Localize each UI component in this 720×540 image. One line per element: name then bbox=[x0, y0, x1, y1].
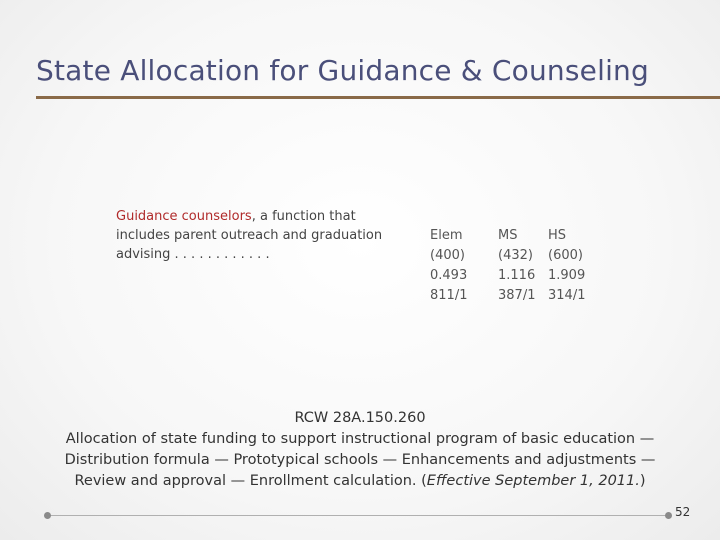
description-text bbox=[116, 207, 406, 264]
rcw-citation bbox=[0, 408, 720, 492]
column-enrollment: (600) bbox=[548, 248, 583, 263]
footer-left-dot bbox=[44, 512, 51, 519]
column-header: HS bbox=[548, 228, 567, 243]
slide-title: State Allocation for Guidance & Counseling bbox=[36, 54, 649, 87]
rcw-line-3-close: ) bbox=[639, 473, 646, 489]
column-allocation: 1.909 bbox=[548, 268, 586, 283]
column-ratio: 811/1 bbox=[430, 288, 468, 303]
rcw-effective-date: Effective September 1, 2011. bbox=[426, 473, 640, 489]
column-ratio: 314/1 bbox=[548, 288, 586, 303]
rcw-line-3 bbox=[0, 471, 720, 492]
rcw-line-3-text: Review and approval — Enrollment calculation. ( bbox=[74, 473, 427, 489]
page-number: 52 bbox=[675, 505, 691, 519]
rcw-line-1: Allocation of state funding to support instructional program of basic education — bbox=[65, 431, 655, 447]
rcw-code: RCW 28A.150.260 bbox=[294, 410, 426, 426]
column-header: Elem bbox=[430, 228, 463, 243]
rcw-line-2: Distribution formula — Prototypical schools — Enhancements and adjustments — bbox=[64, 452, 656, 468]
column-ratio: 387/1 bbox=[498, 288, 536, 303]
footer-rule bbox=[48, 515, 668, 516]
column-allocation: 0.493 bbox=[430, 268, 468, 283]
footer-right-dot bbox=[665, 512, 672, 519]
column-ms bbox=[498, 226, 535, 306]
column-elem bbox=[430, 226, 467, 306]
description-rest: , a function that includes parent outreach and graduation advising . . . . . . . . . . . . bbox=[116, 209, 383, 262]
column-enrollment: (400) bbox=[430, 248, 465, 263]
description-highlight: Guidance counselors bbox=[116, 209, 252, 224]
column-allocation: 1.116 bbox=[498, 268, 536, 283]
title-underline bbox=[36, 96, 720, 99]
column-header: MS bbox=[498, 228, 518, 243]
column-enrollment: (432) bbox=[498, 248, 533, 263]
column-hs bbox=[548, 226, 585, 306]
